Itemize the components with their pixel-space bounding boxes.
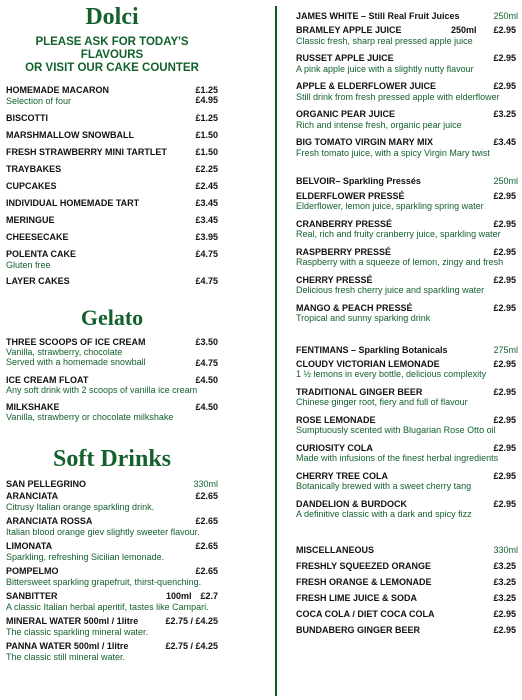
item-price: £1.50 (195, 147, 218, 158)
menu-item (6, 337, 218, 375)
item-name: MILKSHAKE (6, 401, 60, 412)
item-description: Italian blood orange giev slightly sweeter flavour. (6, 526, 200, 537)
menu-item (296, 275, 518, 303)
menu-item (6, 491, 218, 516)
item-name: ELDERFLOWER PRESSÉ (296, 190, 405, 201)
item-name: FRESH LIME JUICE & SODA (296, 593, 418, 604)
menu-item (6, 641, 218, 663)
item-price: £1.50 (195, 130, 218, 141)
item-description: Vanilla, strawberry or chocolate milkshake (6, 411, 174, 422)
item-name: CLOUDY VICTORIAN LEMONADE (296, 359, 440, 370)
item-description: Raspberry with a squeeze of lemon, zingy and fresh (296, 257, 504, 268)
item-price: £3.25 (493, 561, 516, 572)
item-description: Bittersweet sparkling grapefruit, thirst-quenching. (6, 576, 202, 587)
item-name: THREE SCOOPS OF ICE CREAM (6, 336, 146, 347)
item-size: 250ml (451, 25, 477, 36)
item-description: Sumptuously scented with Blugarian Rose Otto oil (296, 425, 496, 436)
gelato-list (6, 337, 218, 426)
item-price: £3.25 (493, 577, 516, 588)
item-price: £2.95 (493, 53, 516, 64)
menu-item (296, 561, 518, 577)
item-description: 1 ½ lemons in every bottle, delicious complexity (296, 369, 487, 380)
item-description: Citrusy Italian orange sparkling drink. (6, 501, 155, 512)
menu-item (6, 402, 218, 426)
item-price: £1.25 (195, 113, 218, 124)
item-price: £2.65 (195, 516, 218, 527)
menu-item (6, 147, 218, 164)
item-price: £2.75 / £4.25 (165, 616, 218, 627)
item-price: £2.95 (493, 471, 516, 482)
menu-item (296, 137, 518, 165)
item-description: Real, rich and fruity cranberry juice, sparkling water (296, 229, 501, 240)
menu-item (296, 359, 518, 387)
item-description: Vanilla, strawberry, chocolate (6, 346, 123, 357)
item-price: £3.45 (493, 137, 516, 148)
item-description: Delicious fresh cherry juice and sparkling water (296, 285, 485, 296)
item-description: Still drink from fresh pressed apple with elderflower (296, 91, 500, 102)
item-name: MARSHMALLOW SNOWBALL (6, 130, 134, 141)
dolci-intro-line-1: PLEASE ASK FOR TODAY'S FLAVOURS (35, 35, 189, 61)
item-description: A classic Italian herbal aperitif, tastes like Campari. (6, 601, 209, 612)
section-size: 330ml (193, 479, 218, 490)
menu-item (296, 81, 518, 109)
item-price: £2.95 (493, 190, 516, 201)
menu-item (296, 25, 518, 53)
item-name: CURIOSITY COLA (296, 443, 373, 454)
item-price: £2.95 (493, 359, 516, 370)
item-price: £2.7 (200, 591, 218, 602)
menu-item (296, 53, 518, 81)
menu-item (6, 516, 218, 541)
item-price: £2.95 (493, 274, 516, 285)
item-name: BISCOTTI (6, 113, 48, 124)
item-description: Made with infusions of the finest herbal ingredients (296, 453, 499, 464)
item-name: CUPCAKES (6, 181, 57, 192)
item-price: £3.45 (195, 198, 218, 209)
item-name: SANBITTER (6, 591, 58, 602)
section-name: MISCELLANEOUS (296, 545, 375, 556)
item-description-price: £4.75 (195, 357, 218, 368)
item-description: Rich and intense fresh, organic pear juice (296, 119, 462, 130)
section-heading (6, 479, 218, 489)
item-description: Classic fresh, sharp real pressed apple juice (296, 35, 473, 46)
dolci-heading: Dolci (85, 4, 139, 30)
item-description: A pink apple juice with a slightly nutty flavour (296, 63, 474, 74)
section-size: 330ml (493, 545, 518, 556)
item-description: The classic still mineral water. (6, 651, 126, 662)
james-white-section (296, 11, 518, 165)
section-size: 250ml (493, 11, 518, 21)
miscellaneous-section (296, 545, 518, 641)
left-column (6, 0, 218, 663)
menu-item (296, 303, 518, 331)
item-price: £2.95 (493, 609, 516, 620)
item-price: £2.95 (493, 302, 516, 313)
section-name: BELVOIR– Sparkling Pressés (296, 176, 421, 187)
menu-item (296, 219, 518, 247)
item-name: LAYER CAKES (6, 276, 70, 287)
column-divider (275, 6, 277, 696)
item-description: Gluten free (6, 259, 51, 270)
section-name: FENTIMANS – Sparkling Botanicals (296, 344, 448, 355)
item-name: APPLE & ELDERFLOWER JUICE (296, 81, 437, 92)
item-description: Any soft drink with 2 scoops of vanilla ice cream (6, 384, 198, 395)
section-name: SAN PELLEGRINO (6, 479, 87, 490)
dolci-intro (6, 36, 218, 76)
item-price: £2.95 (493, 246, 516, 257)
menu-item (6, 181, 218, 198)
item-name: HOMEMADE MACARON (6, 85, 109, 96)
item-price: £2.95 (493, 81, 516, 92)
menu-item (296, 499, 518, 527)
soft-drinks-heading: Soft Drinks (52, 445, 172, 472)
menu-item (6, 541, 218, 566)
item-price: £2.95 (493, 387, 516, 398)
menu-item (6, 276, 218, 293)
item-name: FRESHLY SQUEEZED ORANGE (296, 561, 432, 572)
section-heading (296, 176, 518, 186)
menu-item (6, 616, 218, 641)
item-name: INDIVIDUAL HOMEMADE TART (6, 198, 140, 209)
item-price: £4.50 (195, 401, 218, 412)
menu-item (6, 591, 218, 616)
item-price: £2.95 (493, 415, 516, 426)
item-price: £2.45 (195, 181, 218, 192)
belvoir-section (296, 176, 518, 330)
item-description: Fresh tomato juice, with a spicy Virgin Mary twist (296, 147, 490, 158)
item-description-price: £4.95 (195, 95, 218, 106)
section-size: 250ml (493, 176, 518, 187)
menu-item (6, 215, 218, 232)
soft-drinks-list (6, 479, 218, 663)
item-price: £2.65 (195, 541, 218, 552)
item-price: £3.50 (195, 336, 218, 347)
menu-item (296, 415, 518, 443)
item-name: RASPBERRY PRESSÉ (296, 246, 392, 257)
menu-item (296, 247, 518, 275)
item-name: CRANBERRY PRESSÉ (296, 218, 393, 229)
item-name: TRAYBAKES (6, 164, 62, 175)
item-name: MINERAL WATER 500ml / 1litre (6, 616, 139, 627)
item-name: ORGANIC PEAR JUICE (296, 109, 396, 120)
menu-item (296, 443, 518, 471)
menu-item (6, 566, 218, 591)
item-price: £1.25 (195, 85, 218, 96)
right-column (296, 11, 518, 641)
section-name: JAMES WHITE – Still Real Fruit Juices (296, 11, 460, 21)
section-heading (296, 545, 518, 555)
item-description: A definitive classic with a dark and spicy fizz (296, 509, 472, 520)
menu-item (6, 232, 218, 249)
item-name: FRESH ORANGE & LEMONADE (296, 577, 432, 588)
item-name: COCA COLA / DIET COCA COLA (296, 609, 435, 620)
item-description: Selection of four (6, 95, 72, 106)
gelato-heading: Gelato (80, 305, 144, 331)
item-name: CHEESECAKE (6, 232, 69, 243)
item-name: ARANCIATA (6, 491, 59, 502)
item-name: PANNA WATER 500ml / 1litre (6, 641, 129, 652)
item-name: CHERRY PRESSÉ (296, 274, 373, 285)
menu-item (296, 593, 518, 609)
item-name: BUNDABERG GINGER BEER (296, 625, 421, 636)
dolci-intro-line-2: OR VISIT OUR CAKE COUNTER (25, 62, 199, 75)
item-price: £2.95 (493, 218, 516, 229)
item-name: ICE CREAM FLOAT (6, 374, 89, 385)
item-price: £2.65 (195, 491, 218, 502)
menu-item (296, 471, 518, 499)
item-name: ROSE LEMONADE (296, 415, 376, 426)
item-price: £4.75 (195, 276, 218, 287)
item-price: £3.95 (195, 232, 218, 243)
item-price: £4.75 (195, 249, 218, 260)
item-description: The classic sparkling mineral water. (6, 626, 149, 637)
item-price: £2.95 (493, 443, 516, 454)
menu-item (296, 109, 518, 137)
item-name: MANGO & PEACH PRESSÉ (296, 302, 413, 313)
item-price: £2.75 / £4.25 (165, 641, 218, 652)
item-price: £4.50 (195, 374, 218, 385)
item-description: Chinese ginger root, fiery and full of flavour (296, 397, 468, 408)
item-price: £2.95 (493, 25, 516, 36)
menu-item (6, 85, 218, 113)
item-description: Sparkling, refreshing Sicilian lemonade. (6, 551, 165, 562)
section-size: 275ml (493, 344, 518, 355)
item-price: £3.45 (195, 215, 218, 226)
item-name: POLENTA CAKE (6, 249, 77, 260)
item-price: £2.95 (493, 625, 516, 636)
item-name: BIG TOMATO VIRGIN MARY MIX (296, 137, 434, 148)
item-description: Elderflower, lemon juice, sparkling spring water (296, 201, 484, 212)
menu-item (296, 387, 518, 415)
menu-item (6, 375, 218, 402)
menu-item (296, 577, 518, 593)
item-price: £2.95 (493, 499, 516, 510)
menu-item (6, 198, 218, 215)
section-heading (296, 345, 518, 355)
fentimans-section (296, 345, 518, 527)
item-price: £2.65 (195, 566, 218, 577)
item-description: Tropical and sunny sparking drink (296, 313, 431, 324)
item-description: Botanically brewed with a sweet cherry tang (296, 481, 472, 492)
item-name: DANDELION & BURDOCK (296, 499, 407, 510)
menu-item (6, 130, 218, 147)
item-name: ARANCIATA ROSSA (6, 516, 93, 527)
menu-item (296, 191, 518, 219)
item-name: POMPELMO (6, 566, 59, 577)
item-description-2: Served with a homemade snowball (6, 357, 146, 368)
item-price: £3.25 (493, 109, 516, 120)
dolci-list (6, 85, 218, 293)
menu-item (296, 625, 518, 641)
menu-item (296, 609, 518, 625)
item-price: £2.25 (195, 164, 218, 175)
item-name: TRADITIONAL GINGER BEER (296, 387, 423, 398)
item-price: £3.25 (493, 593, 516, 604)
menu-item (6, 249, 218, 276)
item-name: MERINGUE (6, 215, 55, 226)
item-name: FRESH STRAWBERRY MINI TARTLET (6, 147, 167, 158)
menu-item (6, 164, 218, 181)
item-name: BRAMLEY APPLE JUICE (296, 25, 402, 36)
menu-item (6, 113, 218, 130)
item-size: 100ml (166, 591, 192, 602)
item-name: CHERRY TREE COLA (296, 471, 389, 482)
item-name: RUSSET APPLE JUICE (296, 53, 394, 64)
section-heading (296, 11, 518, 21)
item-name: LIMONATA (6, 541, 53, 552)
